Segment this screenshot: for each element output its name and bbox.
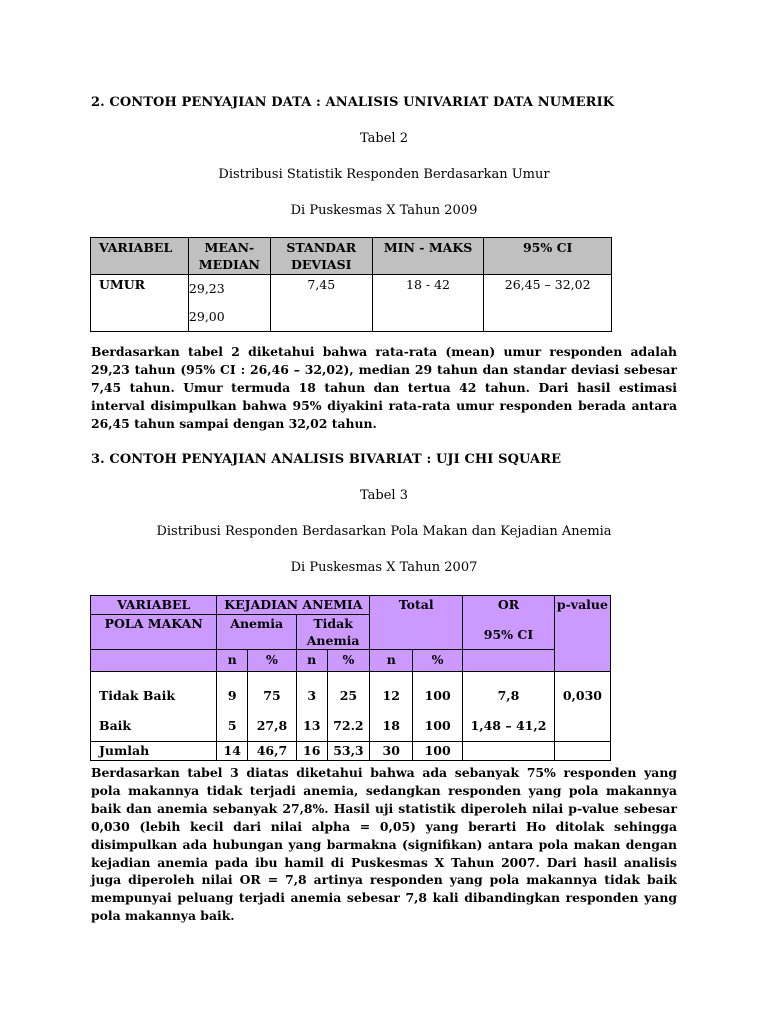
table3-value: [554, 742, 610, 761]
table-row: [91, 275, 612, 332]
table2-header-mean-median: MEAN- MEDIAN: [188, 238, 270, 275]
table3-header-or-blank: [463, 650, 555, 672]
table3-header-ci-label: 95% CI: [483, 627, 534, 642]
table3-header-pct: %: [327, 650, 370, 672]
table3-value: 1,48 – 41,2: [470, 718, 547, 733]
table3-value: 27,8: [256, 718, 288, 733]
table2-caption-1: Distribusi Statistik Responden Berdasarkan Umur: [218, 167, 550, 182]
table3-value: 72.2: [333, 718, 364, 733]
table3-header-kejadian-anemia: KEJADIAN ANEMIA: [217, 596, 370, 615]
table3-cell-label: Tidak Baik: [99, 688, 175, 703]
table3-header-pola-makan: POLA MAKAN: [91, 615, 217, 650]
section3-paragraph: Berdasarkan tabel 3 diatas diketahui bahwa ada sebanyak 75% responden yang pola makannya tidak terjadi anemia, sedangkan responden yang pola makannya baik dan anemia sebanyak 27,8%. Hasil uji statistik diperoleh nilai p-value sebesar 0,030 (lebih kecil dari nilai alpha = 0,05) yang berarti Ho ditolak sehingga disimpulkan ada hubungan yang barmakna (signifikan) antara pola makan dengan kejadian anemia pada ibu hamil di Puskesmas X Tahun 2007. Dari hasil analisis juga diperoleh nilai OR = 7,8 artinya responden yang pola makannya tidak baik mempunyai peluang terjadi anemia sebesar 7,8 kali dibandingkan responden yang pola makannya baik.: [91, 765, 677, 924]
table3-value: 30: [370, 742, 413, 761]
table3-cell-anemia-pct: [248, 672, 297, 742]
table3-header-variabel: VARIABEL: [91, 596, 217, 615]
table3-value: 16: [296, 742, 327, 761]
table3-header-pvalue: p-value: [554, 596, 610, 672]
table-row: [91, 672, 611, 742]
table3-cell-total-n: [370, 672, 413, 742]
table3-cell-total-pct: [413, 672, 463, 742]
table3-header-pct: %: [248, 650, 297, 672]
table3-label: Tabel 3: [360, 488, 408, 503]
table3-cell-tidak-n: [296, 672, 327, 742]
table3-value: 9: [227, 688, 237, 703]
table-3: [90, 595, 611, 761]
section2-paragraph: Berdasarkan tabel 2 diketahui bahwa rata-rata (mean) umur responden adalah 29,23 tahun (95% CI : 26,46 – 32,02), median 29 tahun dan standar deviasi sebesar 7,45 tahun. Umur termuda 18 tahun dan tertua 42 tahun. Dari hasil estimasi interval disimpulkan bahwa 95% diyakini rata-rata umur responden berada antara 26,45 tahun sampai dengan 32,02 tahun.: [91, 344, 677, 431]
table2-cell-median: 29,00: [188, 309, 225, 324]
section3-heading: 3. CONTOH PENYAJIAN ANALISIS BIVARIAT : UJI CHI SQUARE: [91, 452, 562, 467]
table3-value: 100: [424, 688, 451, 703]
table2-cell-mean-median: [188, 275, 270, 332]
table3-header-n: n: [217, 650, 248, 672]
table3-value: 0,030: [562, 688, 602, 703]
table3-header-or: [463, 596, 555, 650]
table2-header-ci: 95% CI: [484, 238, 612, 275]
table3-header-or-label: OR: [497, 597, 520, 612]
table3-cell-label: Jumlah: [91, 742, 217, 761]
table3-value: 75: [263, 688, 281, 703]
table3-header-n: n: [296, 650, 327, 672]
table3-cell-tidak-pct: [327, 672, 370, 742]
table3-cell-or: [463, 672, 555, 742]
table3-value: 18: [382, 718, 400, 733]
table2-header-row: [91, 238, 612, 275]
table2-cell-variable: UMUR: [91, 275, 189, 332]
table3-value: 14: [217, 742, 248, 761]
table-2: [90, 237, 612, 332]
table3-value: 3: [307, 688, 317, 703]
table3-header-anemia: Anemia: [217, 615, 297, 650]
table2-cell-ci: 26,45 – 32,02: [484, 275, 612, 332]
table3-header-total: Total: [370, 596, 463, 650]
table3-value: 100: [413, 742, 463, 761]
table-row: [91, 742, 611, 761]
section2-heading: 2. CONTOH PENYAJIAN DATA : ANALISIS UNIVARIAT DATA NUMERIK: [91, 95, 615, 110]
table2-header-standar-deviasi: STANDAR DEVIASI: [270, 238, 372, 275]
table2-cell-mean: 29,23: [188, 281, 225, 296]
table3-value: 46,7: [248, 742, 297, 761]
table3-header-tidak-anemia: Tidak Anemia: [296, 615, 369, 650]
table3-header-row-1: [91, 596, 611, 615]
table2-cell-minmax: 18 - 42: [372, 275, 484, 332]
table3-cell-pvalue: [554, 672, 610, 742]
table3-cell-labels: [91, 672, 217, 742]
table3-caption-2: Di Puskesmas X Tahun 2007: [290, 560, 478, 575]
table3-value: 100: [424, 718, 451, 733]
table3-cell-anemia-n: [217, 672, 248, 742]
table3-header-pct: %: [413, 650, 463, 672]
table3-caption-1: Distribusi Responden Berdasarkan Pola Makan dan Kejadian Anemia: [156, 524, 612, 539]
table2-header-variabel: VARIABEL: [91, 238, 189, 275]
table3-value: 5: [227, 718, 237, 733]
table3-header-blank: [91, 650, 217, 672]
table2-cell-sd: 7,45: [270, 275, 372, 332]
table3-value: 53,3: [327, 742, 370, 761]
table3-header-n: n: [370, 650, 413, 672]
table2-caption-2: Di Puskesmas X Tahun 2009: [290, 203, 478, 218]
table3-value: 7,8: [497, 688, 520, 703]
table3-value: 12: [382, 688, 400, 703]
table2-header-min-maks: MIN - MAKS: [372, 238, 484, 275]
table3-value: [463, 742, 555, 761]
table3-header-row-3: [91, 650, 611, 672]
table3-cell-label: Baik: [99, 718, 132, 733]
table3-value: 25: [339, 688, 358, 703]
table2-label: Tabel 2: [360, 131, 408, 146]
table3-value: 13: [303, 718, 321, 733]
